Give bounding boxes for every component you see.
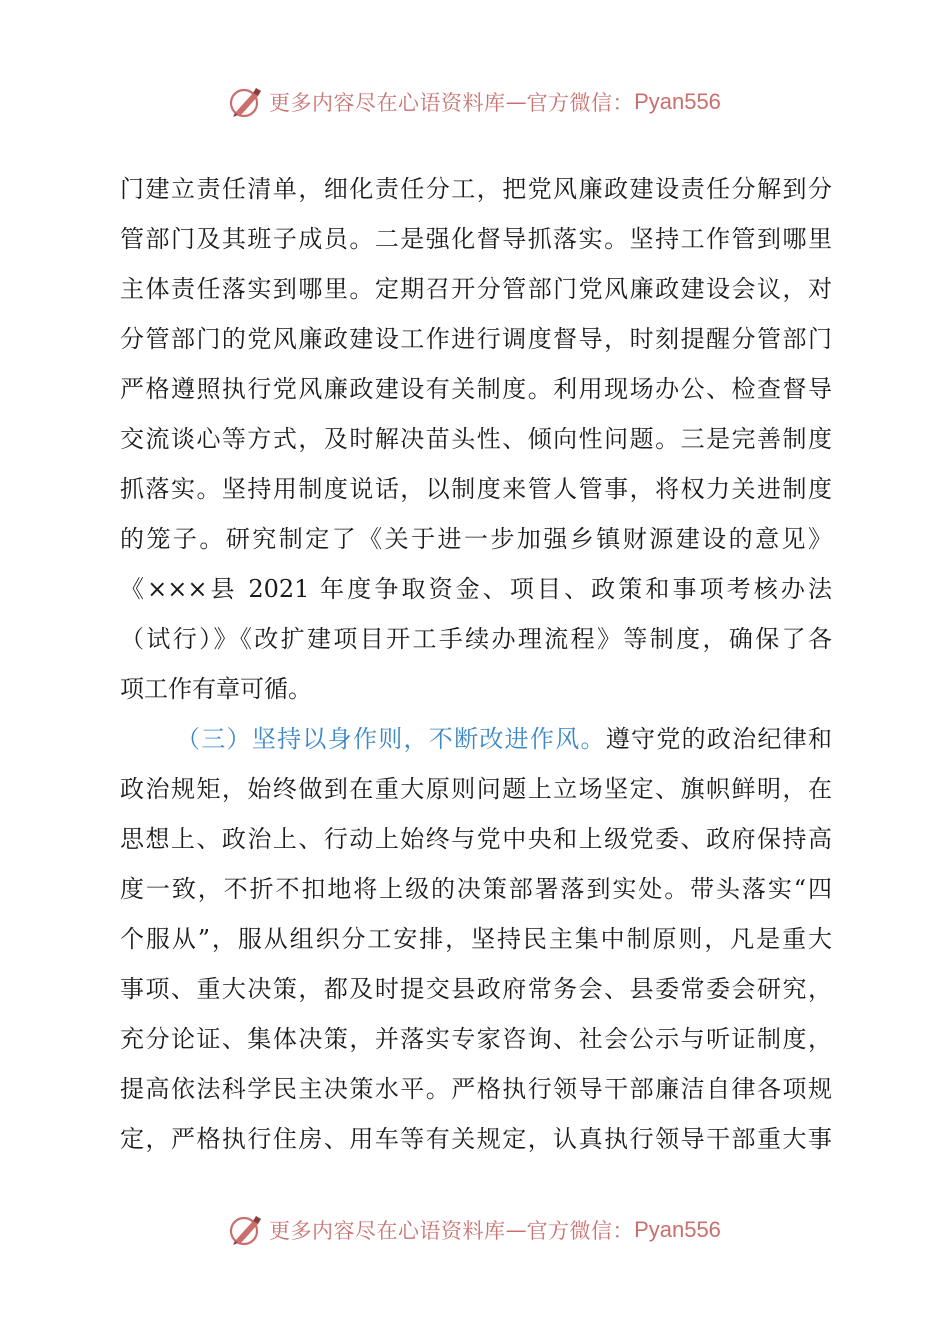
banner-separator: — xyxy=(505,90,527,114)
paragraph-2-lines xyxy=(120,764,832,1164)
text-line: 充分论证、集体决策，并落实专家咨询、社会公示与听证制度， xyxy=(120,1025,832,1053)
text-line: 事项、重大决策，都及时提交县政府常务会、县委常委会研究， xyxy=(120,975,832,1003)
text-line: 管部门及其班子成员。二是强化督导抓落实。坚持工作管到哪里 xyxy=(120,225,832,253)
banner-text: 更多内容尽在心语资料库 xyxy=(269,1219,506,1243)
banner-separator: — xyxy=(505,1218,527,1242)
text-line: 抓落实。坚持用制度说话，以制度来管人管事，将权力关进制度 xyxy=(120,475,832,503)
banner-label: 官方微信： xyxy=(526,1219,635,1243)
text-line: 项工作有章可循。 xyxy=(120,675,312,703)
footer-watermark-banner xyxy=(0,1208,950,1252)
text-line: 交流谈心等方式，及时解决苗头性、倾向性问题。三是完善制度 xyxy=(120,425,832,453)
paragraph-1 xyxy=(120,164,832,714)
text-line: 政治规矩，始终做到在重大原则问题上立场坚定、旗帜鲜明，在 xyxy=(120,775,832,803)
pen-logo-icon xyxy=(229,85,263,119)
text-line: 的笼子。研究制定了《关于进一步加强乡镇财源建设的意见》 xyxy=(120,525,832,553)
section-heading: （三）坚持以身作则，不断改进作风。 xyxy=(176,725,606,753)
text-line: 提高依法科学民主决策水平。严格执行领导干部廉洁自律各项规 xyxy=(120,1075,832,1103)
pen-logo-icon xyxy=(229,1213,263,1247)
text-line: 思想上、政治上、行动上始终与党中央和上级党委、政府保持高 xyxy=(120,825,832,853)
text-line: 个服从”，服从组织分工安排，坚持民主集中制原则，凡是重大 xyxy=(120,925,832,953)
text-line: 定，严格执行住房、用车等有关规定，认真执行领导干部重大事 xyxy=(120,1125,832,1153)
header-watermark-banner xyxy=(0,80,950,124)
banner-text: 更多内容尽在心语资料库 xyxy=(269,91,506,115)
text-line: 分管部门的党风廉政建设工作进行调度督导，时刻提醒分管部门 xyxy=(120,325,832,353)
text-line: 度一致，不折不扣地将上级的决策部署落到实处。带头落实“四 xyxy=(120,875,832,903)
document-body xyxy=(120,164,832,1164)
text-line: 《×××县 2021 年度争取资金、项目、政策和事项考核办法 xyxy=(120,575,832,603)
text-line: 主体责任落实到哪里。定期召开分管部门党风廉政建设会议，对 xyxy=(120,275,832,303)
paragraph-2-first-line-rest: 遵守党的政治纪律和 xyxy=(605,725,833,753)
text-line: 严格遵照执行党风廉政建设有关制度。利用现场办公、检查督导 xyxy=(120,375,832,403)
paragraph-2 xyxy=(120,714,832,1164)
banner-handle: Pyan556 xyxy=(634,1217,721,1242)
banner-handle: Pyan556 xyxy=(634,89,721,114)
banner-label: 官方微信： xyxy=(526,91,635,115)
text-line: （试行）》《改扩建项目开工手续办理流程》等制度，确保了各 xyxy=(120,625,832,653)
text-line: 门建立责任清单，细化责任分工，把党风廉政建设责任分解到分 xyxy=(120,175,832,203)
paragraph-2-first-line xyxy=(120,714,832,764)
